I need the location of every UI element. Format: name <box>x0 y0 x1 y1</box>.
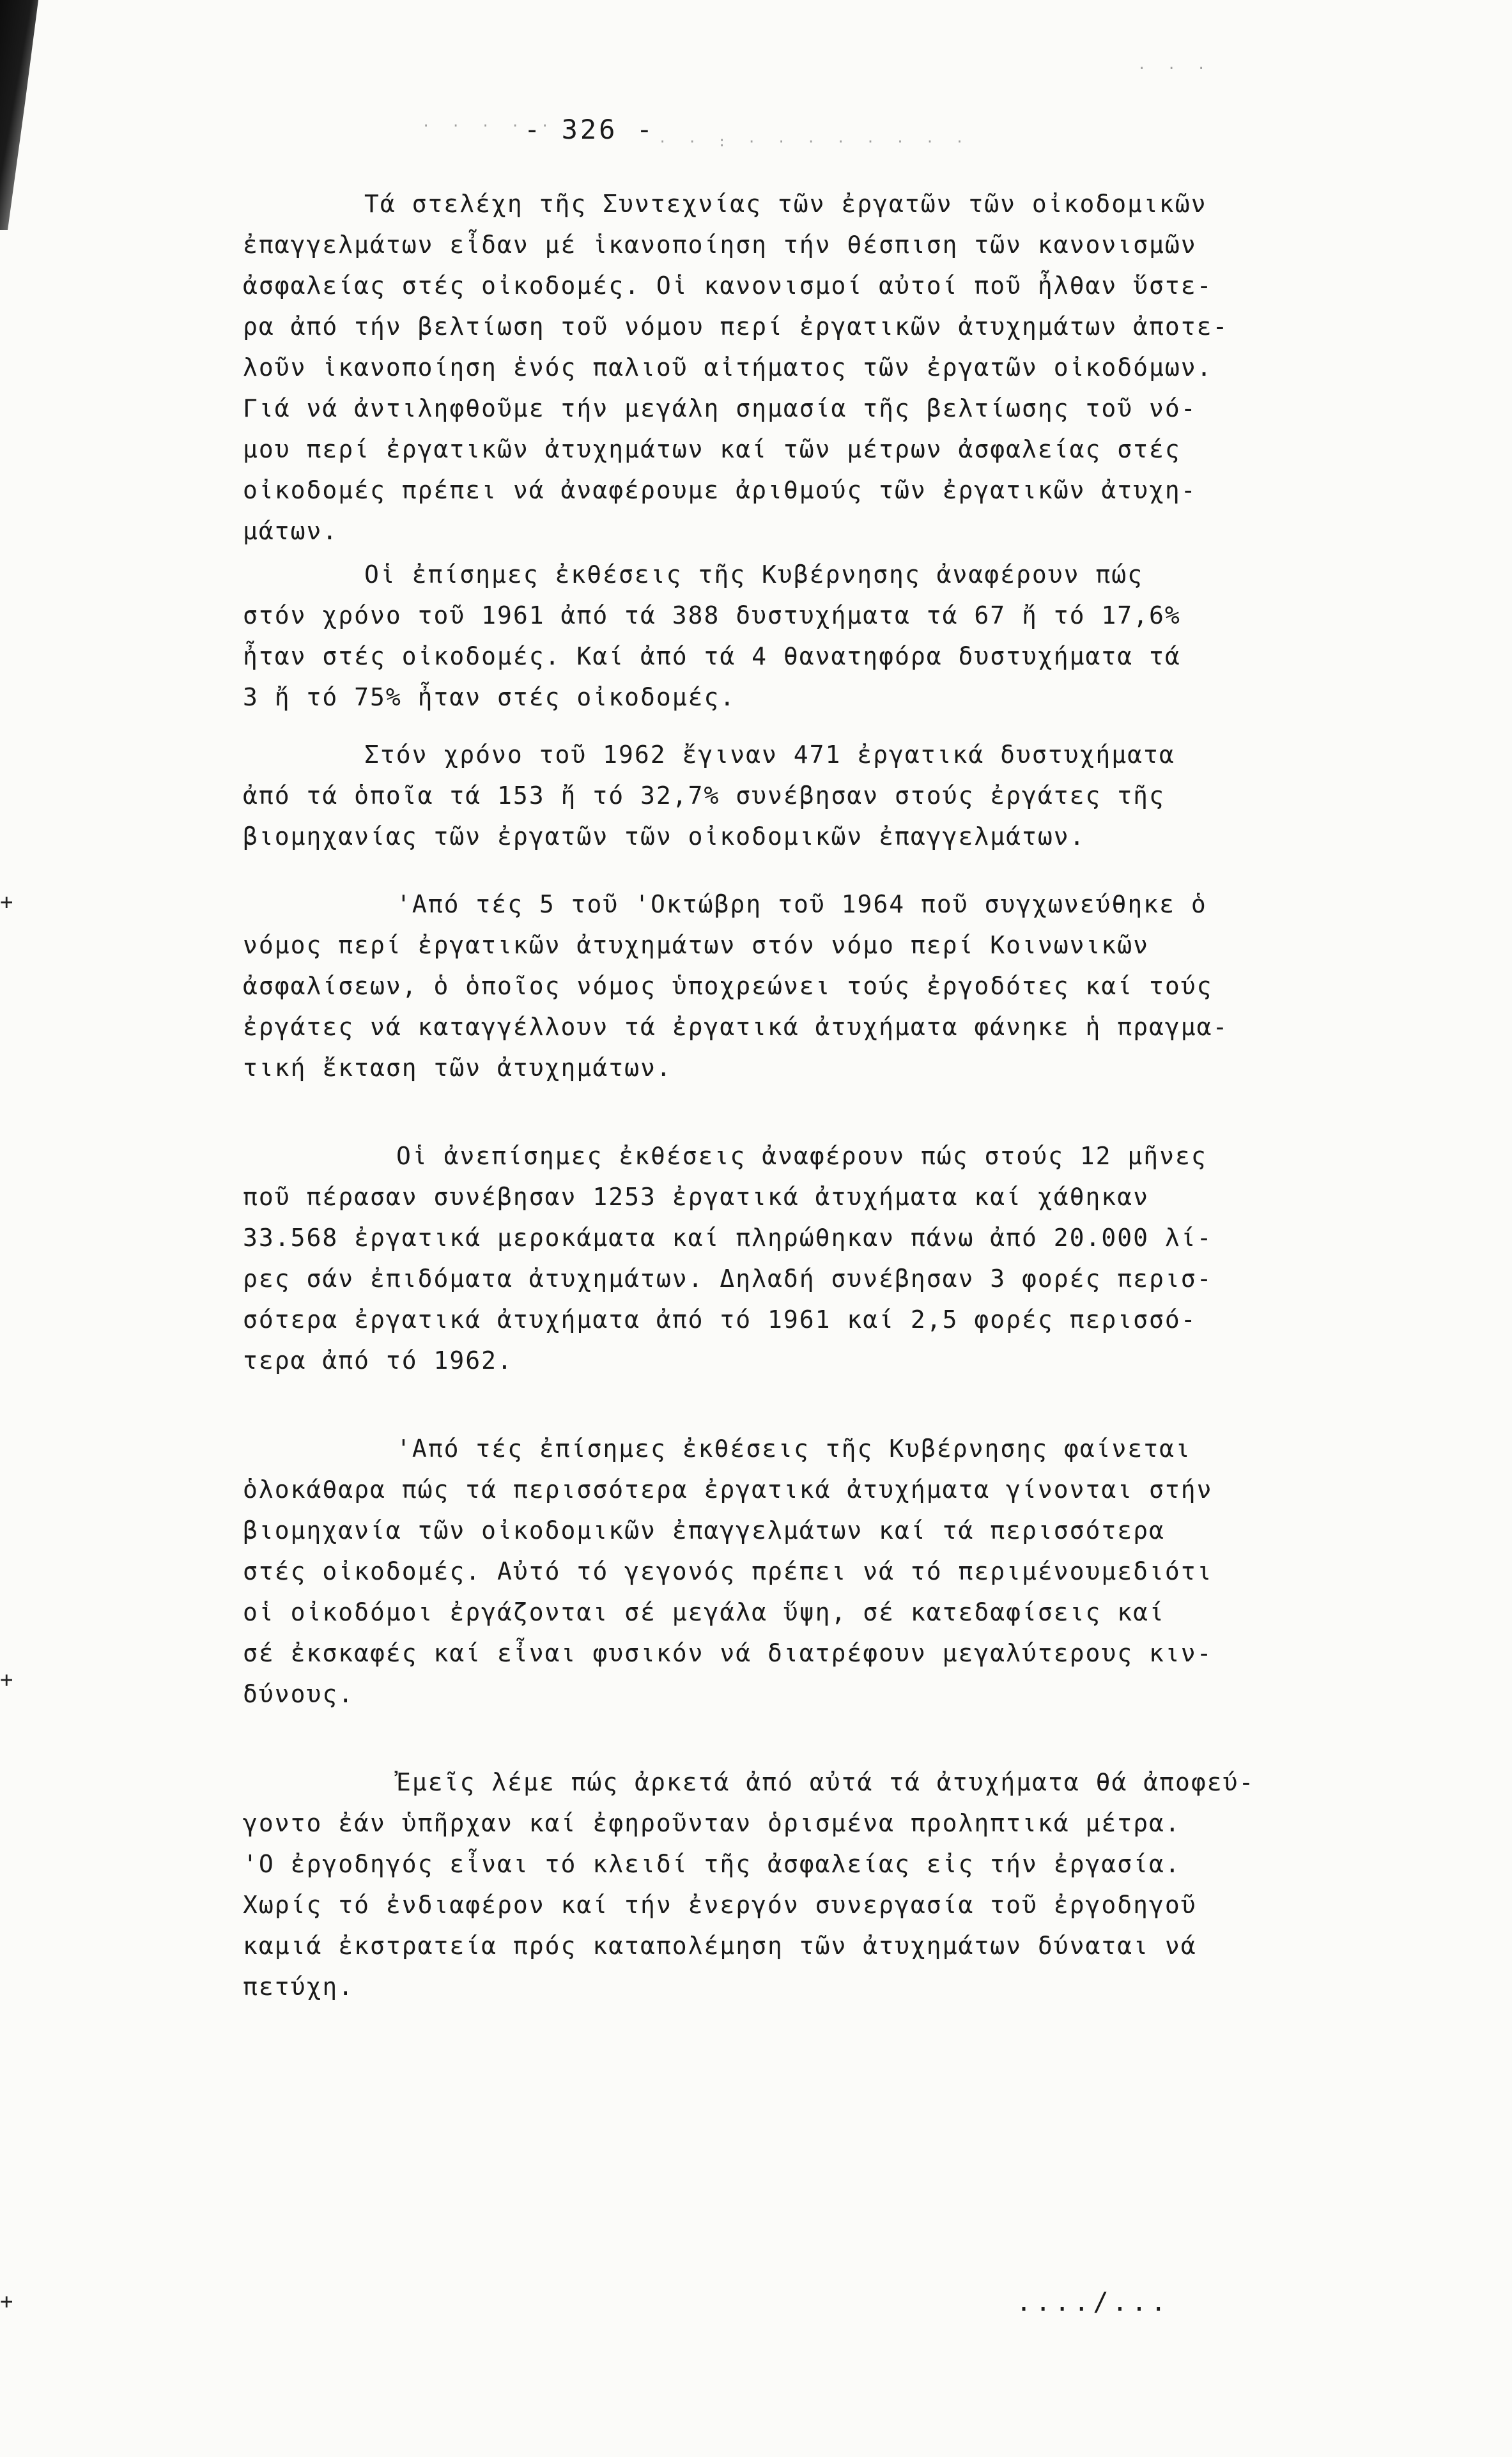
text-line: 3 ἤ τό 75% ἦταν στές οἰκοδομές. <box>243 683 736 711</box>
text-line: λοῦν ἱκανοποίηση ἑνός παλιοῦ αἰτήματος τῶν ἐργατῶν οἰκοδόμων. <box>243 353 1213 381</box>
text-line: 33.568 ἐργατικά μεροκάματα καί πληρώθηκαν πάνω ἀπό 20.000 λί- <box>243 1224 1213 1252</box>
text-line: ἐπαγγελμάτων εἶδαν μέ ἱκανοποίηση τήν θέσπιση τῶν κανονισμῶν <box>243 231 1197 259</box>
text-line: στές οἰκοδομές. Αὐτό τό γεγονός πρέπει νά τό περιμένουμεδιότι <box>243 1557 1213 1585</box>
text-line: μου περί ἐργατικῶν ἀτυχημάτων καί τῶν μέτρων ἀσφαλείας στές <box>243 435 1181 463</box>
text-line: τική ἔκταση τῶν ἀτυχημάτων. <box>243 1054 672 1082</box>
text-line: Ἐμεῖς λέμε πώς ἀρκετά ἀπό αὐτά τά ἀτυχήματα θά ἀποφεύ- <box>396 1768 1255 1796</box>
text-line: Στόν χρόνο τοῦ 1962 ἔγιναν 471 ἐργατικά δυστυχήματα <box>364 741 1175 769</box>
text-line: βιομηχανία τῶν οἰκοδομικῶν ἐπαγγελμάτων καί τά περισσότερα <box>243 1516 1165 1544</box>
text-line: νόμος περί ἐργατικῶν ἀτυχημάτων στόν νόμο περί Κοινωνικῶν <box>243 931 1150 959</box>
scan-speckle: · · · <box>1138 61 1212 77</box>
text-line: 'Από τές 5 τοῦ 'Οκτώβρη τοῦ 1964 ποῦ συγχωνεύθηκε ὁ <box>396 890 1207 918</box>
text-line: βιομηχανίας τῶν ἐργατῶν τῶν οἰκοδομικῶν ἐπαγγελμάτων. <box>243 822 1086 851</box>
text-line: ρα ἀπό τήν βελτίωση τοῦ νόμου περί ἐργατικῶν ἀτυχημάτων ἀποτε- <box>243 312 1229 341</box>
text-line: ποῦ πέρασαν συνέβησαν 1253 ἐργατικά ἀτυχήματα καί χάθηκαν <box>243 1183 1150 1211</box>
text-line: σέ ἐκσκαφές καί εἶναι φυσικόν νά διατρέφουν μεγαλύτερους κιν- <box>243 1639 1213 1667</box>
text-line: Χωρίς τό ἐνδιαφέρον καί τήν ἐνεργόν συνεργασία τοῦ ἐργοδηγοῦ <box>243 1891 1197 1919</box>
text-line: δύνους. <box>243 1680 355 1708</box>
text-line: τερα ἀπό τό 1962. <box>243 1346 513 1375</box>
text-line: οἱ οἰκοδόμοι ἐργάζονται σέ μεγάλα ὕψη, σέ κατεδαφίσεις καί <box>243 1598 1165 1626</box>
text-line: οἰκοδομές πρέπει νά ἀναφέρουμε ἀριθμούς τῶν ἐργατικῶν ἀτυχη- <box>243 476 1197 504</box>
text-line: 'Από τές ἐπίσημες ἐκθέσεις τῆς Κυβέρνησης φαίνεται <box>396 1435 1191 1463</box>
scanned-page-edge-shadow <box>0 0 38 230</box>
text-line: ὁλοκάθαρα πώς τά περισσότερα ἐργατικά ἀτυχήματα γίνονται στήν <box>243 1475 1213 1504</box>
text-line: ἀπό τά ὁποῖα τά 153 ἤ τό 32,7% συνέβησαν στούς ἐργάτες τῆς <box>243 782 1165 810</box>
text-line: στόν χρόνο τοῦ 1961 ἀπό τά 388 δυστυχήματα τά 67 ἤ τό 17,6% <box>243 601 1181 629</box>
scan-speckle: · · : · · · · · · · · <box>658 134 971 150</box>
text-line: ἀσφαλείας στές οἰκοδομές. Οἱ κανονισμοί αὐτοί ποῦ ἦλθαν ὕστε- <box>243 272 1213 300</box>
text-line: Γιά νά ἀντιληφθοῦμε τήν μεγάλη σημασία τῆς βελτίωσης τοῦ νό- <box>243 394 1197 422</box>
page-number: - 326 - <box>524 114 656 145</box>
text-line: καμιά ἐκστρατεία πρός καταπολέμηση τῶν ἀτυχημάτων δύναται νά <box>243 1932 1197 1960</box>
text-line: ἦταν στές οἰκοδομές. Καί ἀπό τά 4 θανατηφόρα δυστυχήματα τά <box>243 642 1181 670</box>
text-line: Οἱ ἀνεπίσημες ἐκθέσεις ἀναφέρουν πώς στούς 12 μῆνες <box>396 1142 1207 1170</box>
text-line: ἐργάτες νά καταγγέλλουν τά ἐργατικά ἀτυχήματα φάνηκε ἡ πραγμα- <box>243 1013 1229 1041</box>
text-line: μάτων. <box>243 517 339 545</box>
text-line: Οἱ ἐπίσημες ἐκθέσεις τῆς Κυβέρνησης ἀναφέρουν πώς <box>364 560 1144 589</box>
text-line: ρες σάν ἐπιδόματα ἀτυχημάτων. Δηλαδή συνέβησαν 3 φορές περισ- <box>243 1265 1213 1293</box>
margin-tick-mark: + <box>0 890 13 915</box>
scan-speckle: · · · · · <box>422 118 556 134</box>
text-line: ἀσφαλίσεων, ὁ ὁποῖος νόμος ὑποχρεώνει τούς ἐργοδότες καί τούς <box>243 972 1213 1000</box>
text-line: Τά στελέχη τῆς Συντεχνίας τῶν ἐργατῶν τῶν οἰκοδομικῶν <box>364 190 1207 218</box>
margin-tick-mark: + <box>0 2289 13 2315</box>
text-line: 'Ο ἐργοδηγός εἶναι τό κλειδί τῆς ἀσφαλείας εἰς τήν ἐργασία. <box>243 1850 1181 1878</box>
text-line: γοντο ἐάν ὑπῆρχαν καί ἐφηροῦνταν ὁρισμένα προληπτικά μέτρα. <box>243 1809 1181 1837</box>
text-line: πετύχη. <box>243 1973 355 2001</box>
continuation-mark: ..../... <box>1016 2288 1170 2317</box>
text-line: σότερα ἐργατικά ἀτυχήματα ἀπό τό 1961 καί 2,5 φορές περισσό- <box>243 1306 1197 1334</box>
margin-tick-mark: + <box>0 1667 13 1693</box>
